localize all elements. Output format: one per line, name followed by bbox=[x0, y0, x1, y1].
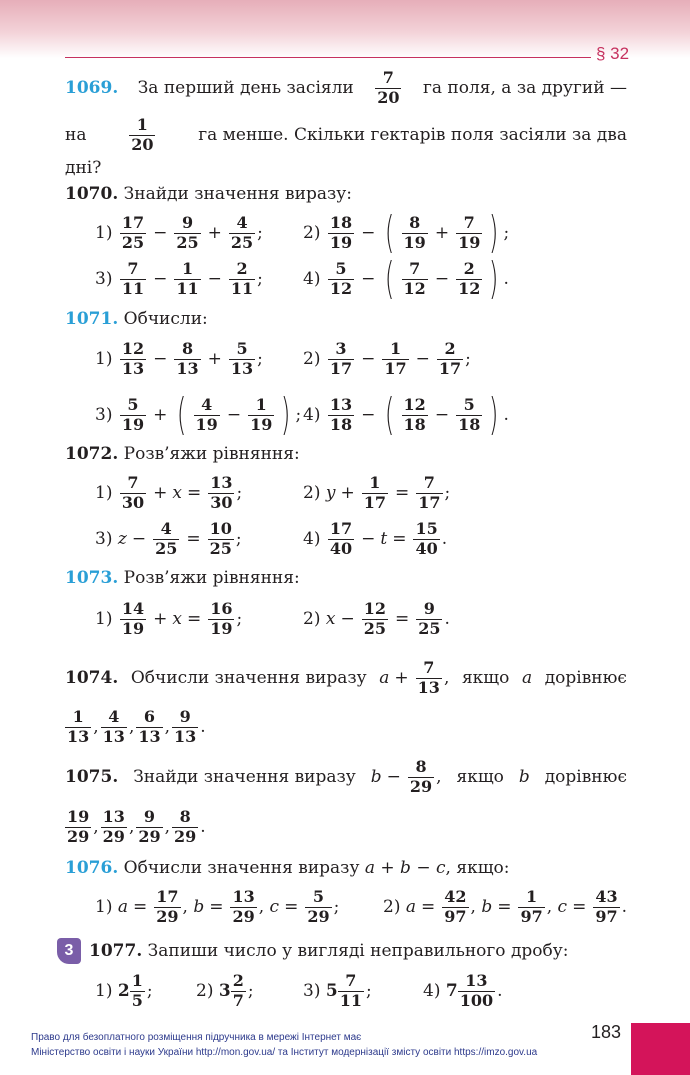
problem-1074-values: $\frac{1}{13}$ , $\frac{4}{13}$ , $\frac{6}{13}$ , $\frac{9}{13}$ . bbox=[67, 706, 206, 746]
fraction: $\frac{7}{20}$ bbox=[377, 67, 400, 107]
item-label: 1) bbox=[95, 349, 113, 369]
problem-1075-text: Знайди значення виразу bbox=[133, 767, 356, 787]
problem-1076-text: Обчисли значення виразу bbox=[123, 858, 360, 878]
item-label: 1) bbox=[95, 483, 113, 503]
problem-1073-title bbox=[65, 562, 627, 594]
problem-1073-row-1: 1) $\frac{14}{19}$ + x = $\frac{16}{19}$ ; 2) x − $\frac{12}{25}$ = $\frac{9}{25}$ . bbox=[95, 598, 450, 638]
problem-1069-text: га поля, а за другий — bbox=[422, 78, 627, 98]
problem-1073-text: Розв’яжи рівняння: bbox=[123, 568, 300, 588]
problem-1077-row-1: 1) 2 $\frac{1}{5}$ ; 2) 3 $\frac{2}{7}$ ; 3) 5 $\frac{7}{11}$ ; 4) 7 $\frac{13}{100}$ . bbox=[95, 970, 503, 1010]
problem-1076-expression: a + b − c bbox=[364, 858, 446, 878]
item-label: 3) bbox=[303, 981, 321, 1001]
problem-1076-text: якщо: bbox=[456, 858, 510, 878]
problem-1077-title bbox=[65, 934, 627, 968]
difficulty-level-badge: 3 bbox=[57, 938, 81, 964]
corner-tab bbox=[631, 1023, 690, 1075]
item-label: 4) bbox=[303, 529, 321, 549]
problem-1070-number: 1070. bbox=[65, 184, 119, 204]
problem-1076-number: 1076. bbox=[65, 858, 119, 878]
item-label: 2) bbox=[303, 349, 321, 369]
footer-copyright-line-2: Міністерство освіти і науки України http://mon.gov.ua/ та Інститут модернізації змісту освіти https://imzo.gov.ua bbox=[31, 1047, 538, 1058]
problem-1072-number: 1072. bbox=[65, 444, 119, 464]
problem-1069-text: га менше. Скільки гектарів поля засіяли за два bbox=[198, 125, 627, 145]
problem-1069-number: 1069. bbox=[65, 78, 119, 98]
problem-1069-line-1 bbox=[65, 64, 627, 112]
problem-1075-number: 1075. bbox=[65, 767, 119, 787]
problem-1071-text: Обчисли: bbox=[123, 309, 208, 329]
item-label: 1) bbox=[95, 223, 113, 243]
problem-1075-values: $\frac{19}{29}$ , $\frac{13}{29}$ , $\frac{9}{29}$ , $\frac{8}{29}$ . bbox=[67, 806, 206, 846]
problem-1074-line-1: 1074. Обчисли значення виразу a + $\frac{7}{13}$ , якщо a дорівнює bbox=[65, 657, 627, 697]
problem-1073-number: 1073. bbox=[65, 568, 119, 588]
problem-1069-text: дні? bbox=[65, 158, 102, 178]
page-number: 183 bbox=[591, 1022, 622, 1042]
problem-1075-text: якщо bbox=[456, 767, 504, 787]
problem-1070-text: Знайди значення виразу: bbox=[123, 184, 352, 204]
problem-1075-text: дорівнює bbox=[544, 767, 627, 787]
problem-1071-row-1: 1) $\frac{12}{13}$ − $\frac{8}{13}$ + $\frac{5}{13}$ ; 2) $\frac{3}{17}$ − $\frac{1}{17}$ − $\frac{2}{17}$ ; bbox=[95, 338, 471, 378]
item-label: 4) bbox=[303, 405, 321, 425]
problem-1069-line-3 bbox=[65, 158, 627, 178]
problem-1072-row-1: 1) $\frac{7}{30}$ + x = $\frac{13}{30}$ ; 2) y + $\frac{1}{17}$ = $\frac{7}{17}$ ; bbox=[95, 472, 451, 512]
problem-1074-number: 1074. bbox=[65, 668, 119, 688]
item-label: 2) bbox=[303, 223, 321, 243]
problem-1072-title bbox=[65, 438, 627, 470]
problem-1070-row-1: 1) $\frac{17}{25}$ − $\frac{9}{25}$ + $\frac{4}{25}$ ; 2) $\frac{18}{19}$ − ( $\frac{8}{19}$ + $\frac{7}{19}$ ) ; bbox=[95, 207, 510, 258]
problem-1075-line-1: 1075. Знайди значення виразу b − $\frac{8}{29}$ , якщо b дорівнює bbox=[65, 756, 627, 796]
problem-1076-row-1: 1) a = $\frac{17}{29}$ , b = $\frac{13}{29}$ , c = $\frac{5}{29}$ ; 2) a = $\frac{42}{97}$ , b = $\frac{1}{97}$ , c = $\frac{43}{97}$ . bbox=[95, 886, 627, 926]
problem-1070-row-2: 3) $\frac{7}{11}$ − $\frac{1}{11}$ − $\frac{2}{11}$ ; 4) $\frac{5}{12}$ − ( $\frac{7}{12}$ − $\frac{2}{12}$ ) . bbox=[95, 253, 509, 304]
header-rule bbox=[65, 57, 591, 58]
problem-1069-text: За перший день засіяли bbox=[137, 78, 354, 98]
problem-1071-row-2: 3) $\frac{5}{19}$ + ( $\frac{4}{19}$ − $\frac{1}{19}$ ) ; 4) $\frac{13}{18}$ − ( $\frac{12}{18}$ − $\frac{5}{18}$ ) . bbox=[95, 389, 509, 440]
item-label: 2) bbox=[383, 897, 401, 917]
problem-1074-text: дорівнює bbox=[544, 668, 627, 688]
exercise-list bbox=[65, 64, 627, 1018]
problem-1069-line-2 bbox=[65, 112, 627, 158]
item-label: 3) bbox=[95, 269, 113, 289]
item-label: 2) bbox=[196, 981, 214, 1001]
item-label: 4) bbox=[303, 269, 321, 289]
fraction: $\frac{1}{20}$ bbox=[131, 114, 154, 154]
problem-1069-text: на bbox=[65, 125, 87, 145]
item-label: 3) bbox=[95, 405, 113, 425]
item-label: 2) bbox=[303, 483, 321, 503]
problem-1077-text: Запиши число у вигляді неправильного дробу: bbox=[147, 941, 569, 961]
section-label: § 32 bbox=[596, 44, 630, 63]
item-label: 2) bbox=[303, 609, 321, 629]
header-band bbox=[0, 0, 690, 58]
item-label: 1) bbox=[95, 981, 113, 1001]
item-label: 4) bbox=[423, 981, 441, 1001]
problem-1074-text: якщо bbox=[461, 668, 510, 688]
problem-1072-text: Розв’яжи рівняння: bbox=[123, 444, 300, 464]
item-label: 1) bbox=[95, 897, 113, 917]
problem-1077-number: 1077. bbox=[89, 941, 143, 961]
problem-1071-title bbox=[65, 302, 627, 336]
problem-1076-title: 1076. Обчисли значення виразу a + b − c , якщо: bbox=[65, 858, 510, 878]
problem-1072-row-2: 3) z − $\frac{4}{25}$ = $\frac{10}{25}$ ; 4) $\frac{17}{40}$ − t = $\frac{15}{40}$ . bbox=[95, 518, 448, 558]
problem-1071-number: 1071. bbox=[65, 309, 119, 329]
item-label: 1) bbox=[95, 609, 113, 629]
problem-1070-title bbox=[65, 178, 627, 210]
footer-copyright-line-1: Право для безоплатного розміщення підручника в мережі Інтернет має bbox=[31, 1032, 362, 1043]
item-label: 3) bbox=[95, 529, 113, 549]
problem-1074-text: Обчисли значення виразу bbox=[130, 668, 367, 688]
